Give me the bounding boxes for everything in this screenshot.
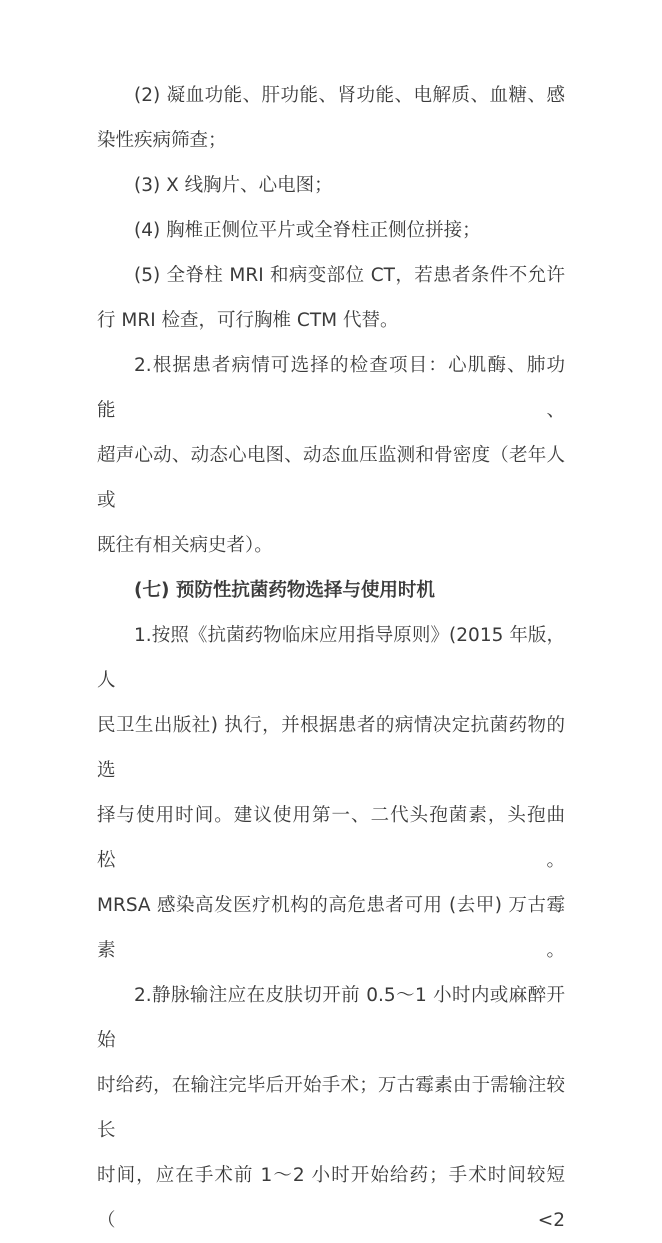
text-line: 2.静脉输注应在皮肤切开前 0.5～1 小时内或麻醉开始 <box>97 985 565 1051</box>
text-line: 行 MRI 检查，可行胸椎 CTM 代替。 <box>97 310 399 331</box>
text-line: 2.根据患者病情可选择的检查项目：心肌酶、肺功能、 <box>97 355 565 421</box>
text-line: 超声心动、动态心电图、动态血压监测和骨密度（老年人或 <box>97 445 565 511</box>
text-line: MRSA 感染高发医疗机构的高危患者可用 (去甲) 万古霉素。 <box>97 895 565 961</box>
text-line: 择与使用时间。建议使用第一、二代头孢菌素，头孢曲松。 <box>97 805 565 871</box>
section-heading: (七) 预防性抗菌药物选择与使用时机 <box>134 580 435 601</box>
text-line: 染性疾病筛查； <box>97 130 227 151</box>
text-line: (4) 胸椎正侧位平片或全脊柱正侧位拼接； <box>134 220 481 241</box>
text-line: 既往有相关病史者）。 <box>97 535 273 556</box>
text-line: 时给药，在输注完毕后开始手术；万古霉素由于需输注较长 <box>97 1075 565 1141</box>
text-line: (2) 凝血功能、肝功能、肾功能、电解质、血糖、感 <box>134 85 565 106</box>
text-line: (3) X 线胸片、心电图； <box>134 175 333 196</box>
text-line: 时间，应在手术前 1～2 小时开始给药；手术时间较短（<2 <box>97 1165 565 1231</box>
text-line: 民卫生出版社) 执行，并根据患者的病情决定抗菌药物的选 <box>97 715 565 781</box>
text-line: (5) 全脊柱 MRI 和病变部位 CT，若患者条件不允许 <box>134 265 565 286</box>
text-line: 1.按照《抗菌药物临床应用指导原则》(2015 年版，人 <box>97 625 565 691</box>
